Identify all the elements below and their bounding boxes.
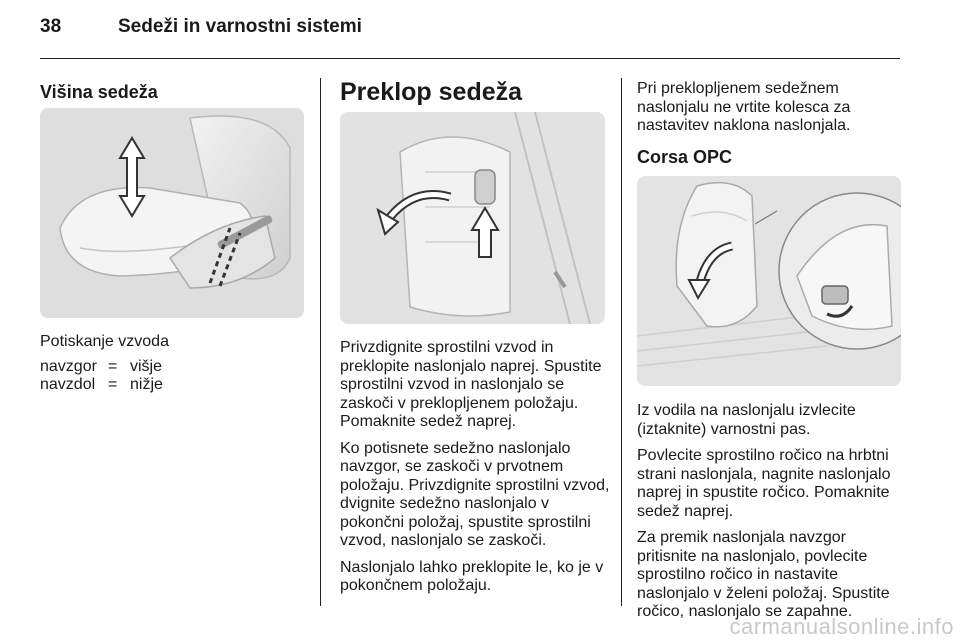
paragraph: Ko potisnete sedežno naslonjalo navzgor, se zaskoči v prvotnem položaju. Privzdignite sprostilni vzvod, dvignite sedežno naslonjalo v pokončni položaj, spustite sprostilni vzvod, naslonjalo se zaskoči. (340, 439, 610, 549)
paragraph: Naslonjalo lahko preklopite le, ko je v pokončnem položaju. (340, 558, 604, 594)
corsa-opc-illustration (637, 176, 901, 386)
page-number: 38 (40, 16, 62, 37)
watermark: carmanualsonline.info (729, 614, 954, 639)
seat-height-illustration (40, 108, 304, 318)
direction-key: navzdol (40, 375, 96, 393)
seat-fold-illustration (340, 112, 605, 324)
corsa-opc-heading: Corsa OPC (637, 147, 733, 167)
seat-height-caption: Potiskanje vzvoda (40, 333, 169, 350)
recline-warning-text (637, 80, 905, 144)
paragraph: Pri preklopljenem sedežnem naslonjalu ne vrtite kolesca za nastavitev naklona naslonjala. (637, 80, 851, 134)
column-divider-2 (621, 78, 622, 606)
paragraph: Povlecite sprostilno ročico na hrbtni strani naslonjala, nagnite naslonjalo naprej in spustite ročico. Pomaknite sedež naprej. (637, 447, 891, 520)
column-divider-1 (320, 78, 321, 606)
corsa-opc-text (637, 402, 905, 630)
chapter-title: Sedeži in varnostni sistemi (118, 16, 362, 37)
header-rule (40, 58, 900, 59)
paragraph: Privzdignite sprostilni vzvod in preklopite naslonjalo naprej. Spustite sprostilni vzvod in naslonjalo se zaskoči v preklopljenem položaju. Pomaknite sedež naprej. (340, 339, 602, 430)
table-row (40, 376, 169, 394)
direction-value: višje (130, 357, 163, 375)
paragraph: Iz vodila na naslonjalu izvlecite (iztaknite) varnostni pas. (637, 402, 856, 438)
direction-eq: = (108, 375, 118, 393)
seat-fold-heading: Preklop sedeža (340, 78, 523, 106)
paragraph: Za premik naslonjala navzgor pritisnite na naslonjalo, povlecite sprostilno ročico in nastavite naslonjalo v želeni položaj. Spustite ročico, naslonjalo se zapahne. (637, 529, 890, 620)
direction-key: navzgor (40, 357, 97, 375)
seat-fold-text (340, 339, 610, 604)
direction-value: nižje (130, 375, 163, 393)
lever-direction-table (40, 358, 169, 394)
direction-eq: = (108, 357, 118, 375)
seat-height-text (40, 333, 310, 394)
seat-height-heading: Višina sedeža (40, 82, 158, 102)
table-row (40, 358, 169, 376)
